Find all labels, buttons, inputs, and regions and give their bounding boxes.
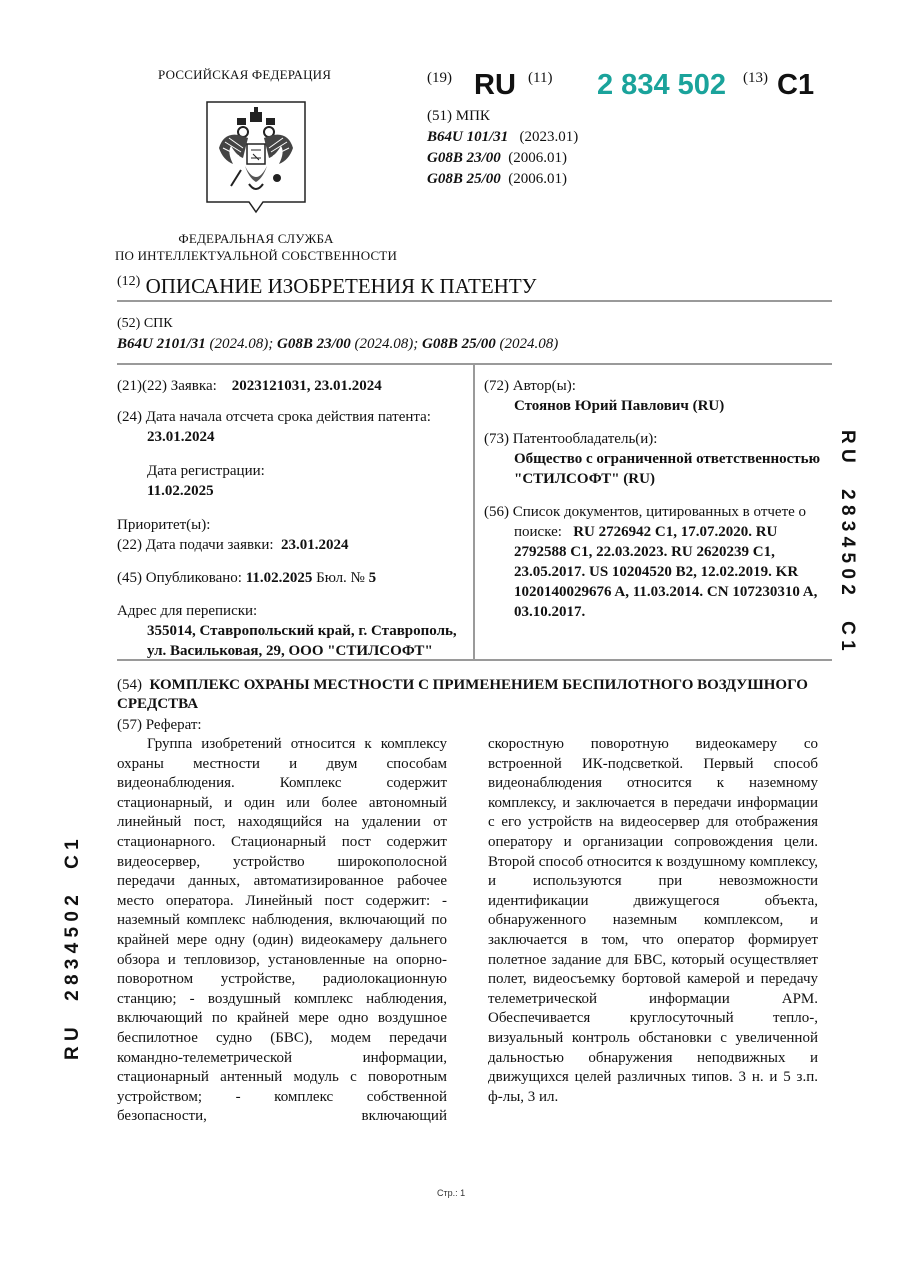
page-number: Стр.: 1 [437, 1188, 466, 1198]
registration-field [117, 461, 467, 501]
inid-code-13: (13) [743, 70, 768, 86]
mpk-entry [427, 148, 578, 169]
spk-code: G08B 25/00 [422, 336, 496, 352]
application-value: 2023121031, 23.01.2024 [231, 378, 382, 394]
term-start-value: 23.01.2024 [147, 429, 215, 445]
spk-code: G08B 23/00 [277, 336, 351, 352]
column-divider [473, 364, 475, 660]
authors-value: Стоянов Юрий Павлович (RU) [514, 398, 725, 414]
inid-code-12: (12) [117, 274, 141, 289]
country-name: РОССИЙСКАЯ ФЕДЕРАЦИЯ [158, 67, 332, 82]
inid-code-54: (54) [117, 677, 142, 693]
abstract-text-right: скоростную поворотную видеокамеру со встроенной ИК-подсветкой. Первый способ видеонаблюдения относится к наземному комплексу, и заключается в передачи информации с его устройств на видеосервер для отображения оператору и организации сопровождения цели. Второй способ относится к воздушному комплексу, и используются при невозможности идентификации движущегося объекта, обнаруженного наземным комплексом, и заключается в том, что оператор формирует полетное задание для БВС, который осуществляет полет, видеосъемку бортовой камерой и передачу телеметрической информации АРМ. Обеспечивается круглосуточный тепло-, визуальный контроль обстановки с увеличенной дальностью обнаружения неподвижных и движущихся целей различных типов. 3 н. и 5 з.п. ф-лы, 3 ил. [488, 736, 818, 1105]
holders-line1: Общество с ограниченной ответственностью [514, 451, 821, 467]
mpk-label: (51) МПК [427, 108, 490, 124]
address-field [117, 601, 467, 661]
filing-label: (22) Дата подачи заявки: [117, 537, 274, 553]
mpk-entry [427, 127, 578, 148]
holders-line2: "СТИЛСОФТ" (RU) [514, 471, 655, 487]
eagle-emblem-icon [203, 98, 309, 220]
divider [117, 300, 832, 302]
bulletin-value: 5 [368, 570, 377, 586]
holders-label: (73) Патентообладатель(и): [484, 431, 658, 447]
agency-name [96, 230, 416, 264]
address-line2: ул. Васильковая, 29, ООО "СТИЛСОФТ" [147, 643, 433, 659]
cited-value: RU 2726942 C1, 17.07.2020. RU 2792588 C1, 22.03.2023. RU 2620239 C1, 23.05.2017. US 10204520 B2, 12.02.2019. KR 1020140029676 A, 11.03.2014. CN 107230310 A, 03.10.2017. [514, 524, 818, 620]
mpk-code: G08B 23/00 [427, 150, 501, 166]
term-start-label: (24) Дата начала отсчета срока действия патента: [117, 409, 431, 425]
agency-name-line2: ПО ИНТЕЛЛЕКТУАЛЬНОЙ СОБСТВЕННОСТИ [114, 248, 398, 263]
application-label: (21)(22) Заявка: [117, 378, 217, 394]
mpk-classification [427, 106, 578, 190]
spk-entries [117, 334, 558, 354]
address-line1: 355014, Ставропольский край, г. Ставрополь, [147, 623, 457, 639]
filing-value: 23.01.2024 [281, 537, 349, 553]
kind-code: C1 [777, 69, 815, 101]
cited-documents-field [484, 502, 824, 622]
mpk-version: (2023.01) [519, 129, 579, 145]
abstract-column-right [488, 735, 818, 1107]
country-code: RU [474, 69, 516, 101]
published-label: (45) Опубликовано: [117, 570, 242, 586]
side-label-right: R U 2 8 3 4 5 0 2 C 1 [837, 430, 858, 651]
bibliographic-right [484, 376, 824, 633]
invention-title-text: КОМПЛЕКС ОХРАНЫ МЕСТНОСТИ С ПРИМЕНЕНИЕМ БЕСПИЛОТНОГО ВОЗДУШНОГО СРЕДСТВА [117, 677, 808, 712]
registration-label: Дата регистрации: [147, 463, 265, 479]
spk-code: B64U 2101/31 [117, 336, 206, 352]
bibliographic-left [117, 376, 467, 672]
inid-code-11: (11) [528, 70, 553, 86]
inid-code-19: (19) [427, 70, 452, 86]
invention-title [117, 676, 832, 714]
document-title-text: ОПИСАНИЕ ИЗОБРЕТЕНИЯ К ПАТЕНТУ [145, 274, 537, 298]
mpk-version: (2006.01) [508, 171, 568, 187]
abstract-label: (57) Реферат: [117, 717, 202, 733]
priority-field [117, 515, 467, 555]
spk-version: (2024.08); [209, 336, 274, 352]
spk-label: (52) СПК [117, 316, 173, 331]
abstract-text-left: Группа изобретений относится к комплексу охраны местности и двум способам видеонаблюдения. Комплекс содержит стационарный, и один или более автономный линейный пост, находящийся на удалении от стационарного. Стационарный пост содержит видеосервер, устройство широкополосной передачи данных, автоматизированное рабочее место оператора. Линейный пост содержит: - наземный комплекс наблюдения, включающий по крайней мере одну (один) видеокамеру дальнего обзора и тепловизор, установленные на опорно-поворотном устройстве, радиолокационную станцию; - воздушный комплекс наблюдения, включающий по крайней мере одно воздушное беспилотное судно (БВС), модем передачи командно-телеметрической информации, стационарный антенный модуль с поворотным устройством; - комплекс собственной безопасности, включающий [117, 736, 447, 1125]
authors-field [484, 376, 824, 416]
spk-version: (2024.08) [499, 336, 559, 352]
spk-classification [117, 314, 558, 354]
published-field [117, 568, 467, 588]
abstract-column-left [117, 735, 447, 1127]
application-field [117, 376, 467, 396]
holders-field [484, 429, 824, 489]
priority-label: Приоритет(ы): [117, 517, 211, 533]
mpk-code: G08B 25/00 [427, 171, 501, 187]
agency-name-line1: ФЕДЕРАЛЬНАЯ СЛУЖБА [178, 231, 334, 246]
mpk-code: B64U 101/31 [427, 129, 509, 145]
mpk-version: (2006.01) [508, 150, 568, 166]
spk-version: (2024.08); [354, 336, 419, 352]
document-title [117, 274, 537, 299]
published-value: 11.02.2025 [245, 570, 313, 586]
bulletin-label: Бюл. № [316, 570, 365, 586]
address-label: Адрес для переписки: [117, 603, 258, 619]
registration-value: 11.02.2025 [147, 483, 214, 499]
patent-number: 2 834 502 [597, 69, 727, 101]
authors-label: (72) Автор(ы): [484, 378, 576, 394]
side-label-left: R U 2 8 3 4 5 0 2 C 1 [62, 839, 83, 1060]
cited-label: (56) Список документов, цитированных в отчете о поиске: [484, 504, 807, 540]
mpk-entry [427, 169, 578, 190]
coat-of-arms-emblem [203, 98, 309, 220]
term-start-field [117, 407, 467, 447]
